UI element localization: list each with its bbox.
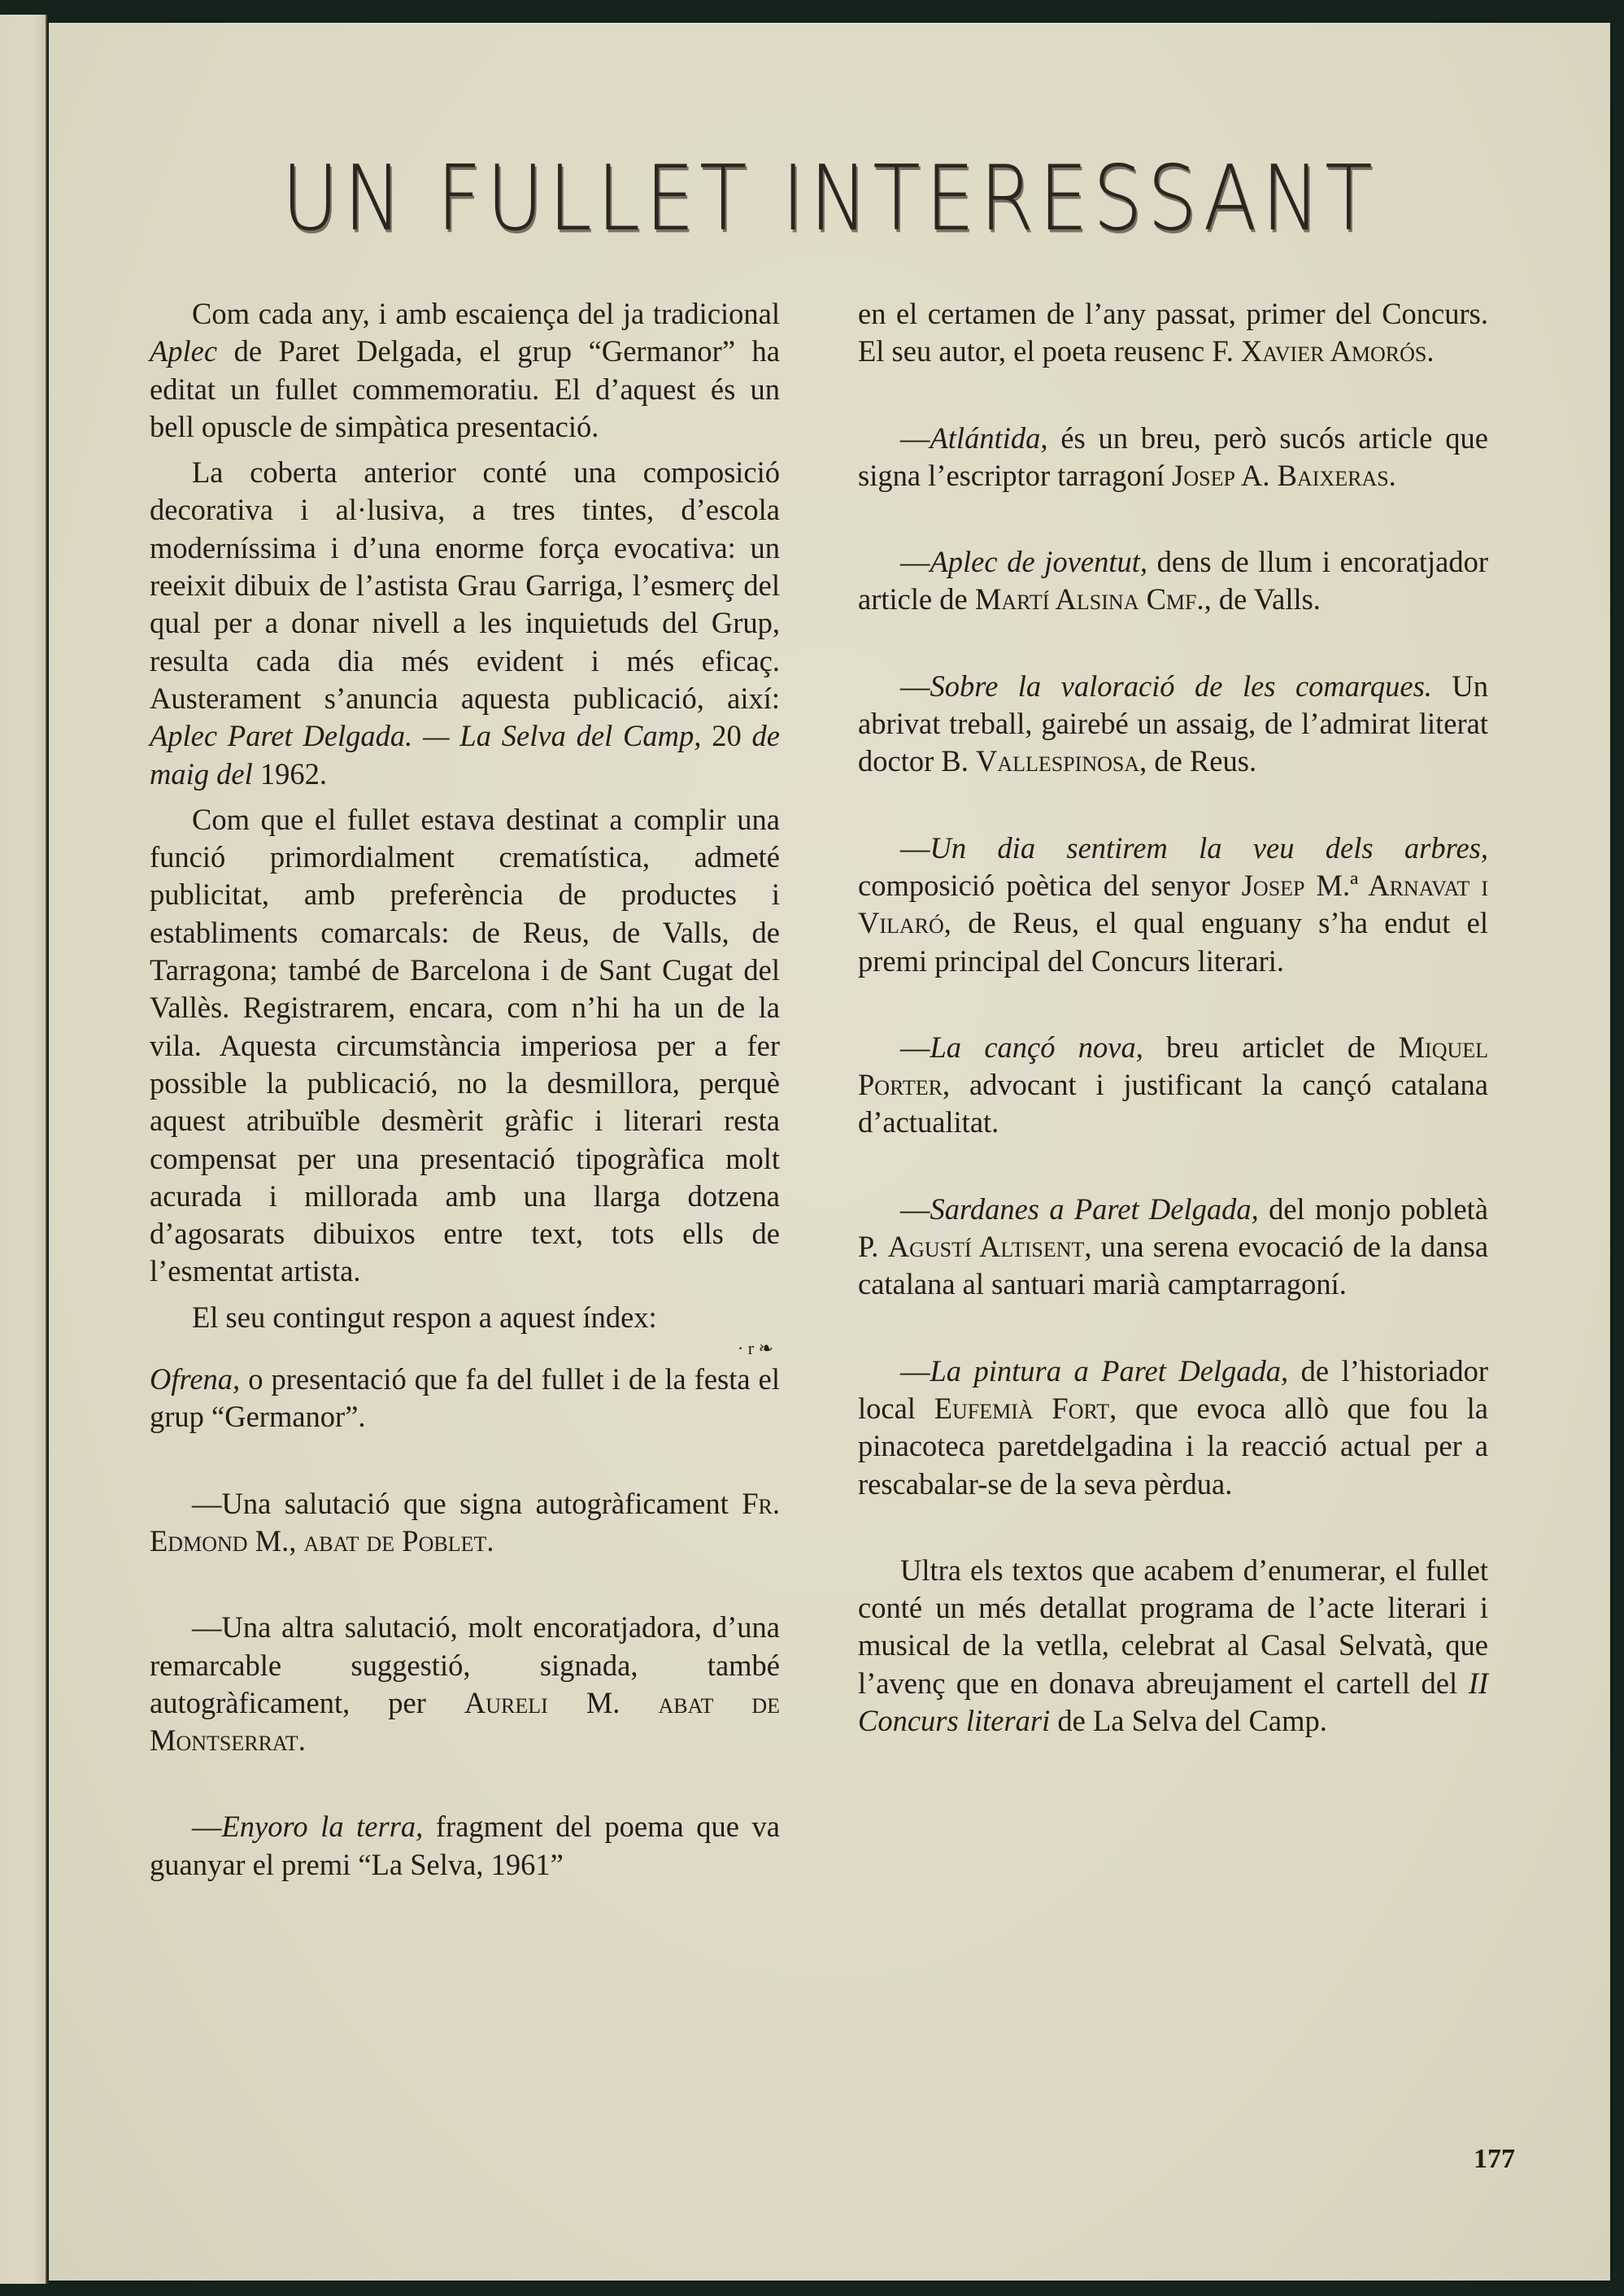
- index-item-salutacio-poblet: —Una salutació que signa autogràficament Fr. Edmond M., abat de Poblet.: [150, 1486, 780, 1558]
- index-item-sardanes: —Sardanes a Paret Delgada, del monjo pobletà P. Agustí Altisent, una serena evocació de la dansa catalana al santuari marià camptarragoní.: [858, 1192, 1489, 1301]
- paragraph-advertising: Com que el fullet estava destinat a complir una funció primordialment crematística, admeté publicitat, amb preferència de productes i establiments comarcals: de Reus, de Valls, de Tarragona; també de Barcelona i de Sant Cugat del Vallès. Registrarem, encara, com n’hi ha un de la vila. Aquesta circumstància imperiosa per a fer possible la publicació, no la desmillora, perquè aquest atribuïble desmèrit gràfic i literari resta compensat per una presentació tipogràfica molt acurada i millorada amb una llarga dotzena d’agosarats dibuixos entre text, tots ells de l’esmentat artista.: [150, 802, 780, 1288]
- index-item-veu-arbres: —Un dia sentirem la veu dels arbres, composició poètica del senyor Josep M.ª Arnavat i Vilaró, de Reus, el qual enguany s’ha endut el premi principal del Concurs literari.: [858, 830, 1489, 978]
- index-item-pintura: —La pintura a Paret Delgada, de l’historiador local Eufemià Fort, que evoca allò que fou la pinacoteca paretdelgadina i la reacció actual per a rescabalar-se de la seva pèrdua.: [858, 1353, 1488, 1501]
- index-item-canco-nova: —La cançó nova, breu articlet de Miquel Porter, advocant i justificant la cançó catalana d’actualitat.: [858, 1030, 1489, 1139]
- paragraph-closing: Ultra els textos que acabem d’enumerar, el fullet conté un més detallat programa de l’acte literari i musical de la vetlla, celebrat al Casal Selvatà, que l’avenç que en donava abreujament el cartell del II Concurs literari de La Selva del Camp.: [858, 1553, 1488, 1738]
- index-item-salutacio-montserrat: —Una altra salutació, molt encoratjadora, d’una remarcable suggestió, signada, també autogràficament, per Aureli M. abat de Montserrat.: [150, 1610, 781, 1758]
- ornament-mark: · r ❧: [737, 1338, 773, 1359]
- left-column: [150, 295, 780, 1884]
- right-column: [858, 295, 1488, 1740]
- index-item-valoracio-comarques: —Sobre la valoració de les comarques. Un abrivat treball, gairebé un assaig, de l’admirat literat doctor B. Vallespinosa, de Reus.: [858, 669, 1489, 778]
- index-item-aplec-joventut: —Aplec de joventut, dens de llum i encoratjador article de Martí Alsina Cmf., de Valls.: [858, 545, 1489, 616]
- magazine-page: [49, 23, 1610, 2281]
- paragraph-cover: La coberta anterior conté una composició decorativa i al·lusiva, a tres tintes, d’escola moderníssima i d’una enorme força evocativa: un reeixit dibuix de l’astista Grau Garriga, l’esmerç del qual per a donar nivell a les inquietuds del Grup, resulta cada dia més evident i més eficaç. Austerament s’anuncia aquesta publicació, així: Aplec Paret Delgada. — La Selva del Camp, 20 de maig del 1962.: [150, 455, 780, 791]
- article-title: UN FULLET INTERESSANT: [281, 146, 1378, 251]
- paragraph-index-intro: El seu contingut respon a aquest índex:: [192, 1300, 657, 1334]
- index-item-enyoro-cont: en el certamen de l’any passat, primer del Concurs. El seu autor, el poeta reusenc F. Xavier Amorós.: [858, 297, 1488, 368]
- index-item-atlantida: —Atlántida, és un breu, però sucós article que signa l’escriptor tarragoní Josep A. Baixeras.: [858, 420, 1488, 492]
- paragraph-intro: Com cada any, i amb escaiença del ja tradicional Aplec de Paret Delgada, el grup “Germanor” ha editat un fullet commemoratiu. El d’aquest és un bell opuscle de simpàtica presentació.: [150, 297, 781, 443]
- previous-page-edge: [0, 15, 47, 2284]
- index-item-ofrena: Ofrena, o presentació que fa del fullet i de la festa el grup “Germanor”.: [150, 1362, 780, 1434]
- page-number: 177: [1474, 2144, 1515, 2174]
- index-item-enyoro: —Enyoro la terra, fragment del poema que va guanyar el premi “La Selva, 1961”: [150, 1810, 781, 1881]
